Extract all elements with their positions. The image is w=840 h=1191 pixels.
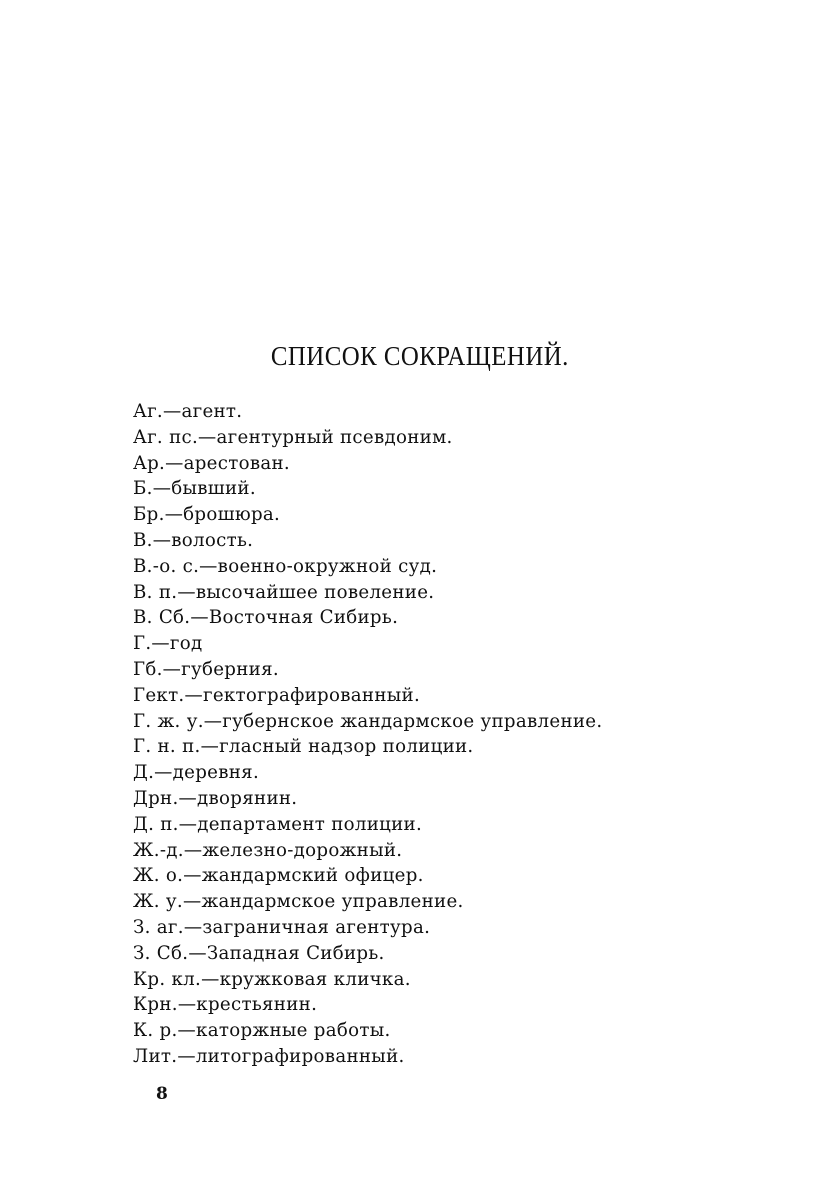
abbreviation-entry: К. р.—каторжные работы. xyxy=(133,1020,391,1042)
abbreviation-entry: З. аг.—заграничная агентура. xyxy=(133,916,431,938)
abbreviation-entry: З. Сб.—Западная Сибирь. xyxy=(133,942,385,964)
abbreviation-list xyxy=(133,399,602,1070)
abbreviation-entry: Б.—бывший. xyxy=(133,478,256,500)
abbreviation-entry: Аг. пс.—агентурный псевдоним. xyxy=(133,426,453,448)
abbreviation-entry: Аг.—агент. xyxy=(133,401,243,422)
abbreviation-entry: Д.—деревня. xyxy=(133,762,260,784)
abbreviation-entry: В.—волость. xyxy=(133,529,254,551)
abbreviation-entry: Гект.—гектографированный. xyxy=(133,684,421,706)
abbreviation-entry: В.-о. с.—военно-окружной суд. xyxy=(133,555,438,577)
abbreviation-entry: Ж. о.—жандармский офицер. xyxy=(133,865,424,887)
abbreviation-entry: В. п.—высочайшее повеление. xyxy=(133,581,435,603)
abbreviation-entry: Дрн.—дворянин. xyxy=(133,787,298,809)
page-number: 8 xyxy=(156,1084,168,1104)
abbreviation-entry: Г. н. п.—гласный надзор полиции. xyxy=(133,736,474,758)
abbreviation-entry: Ж. у.—жандармское управление. xyxy=(133,891,464,913)
abbreviation-entry: Лит.—литографированный. xyxy=(133,1045,405,1067)
abbreviation-entry: Ж.-д.—железно-дорожный. xyxy=(133,839,403,861)
abbreviation-entry: В. Сб.—Восточная Сибирь. xyxy=(133,607,399,629)
page-title: СПИСОК СОКРАЩЕНИЙ. xyxy=(270,341,569,371)
abbreviation-entry: Д. п.—департамент полиции. xyxy=(133,813,423,835)
abbreviation-entry: Бр.—брошюра. xyxy=(133,504,281,526)
abbreviation-entry: Ар.—арестован. xyxy=(133,452,291,474)
abbreviation-entry: Г.—год xyxy=(133,633,203,655)
abbreviation-entry: Г. ж. у.—губернское жандармское управление. xyxy=(133,710,603,732)
abbreviation-entry: Гб.—губерния. xyxy=(133,658,279,680)
abbreviation-entry: Кр. кл.—кружковая кличка. xyxy=(133,968,411,990)
abbreviation-entry: Крн.—крестьянин. xyxy=(133,994,318,1016)
